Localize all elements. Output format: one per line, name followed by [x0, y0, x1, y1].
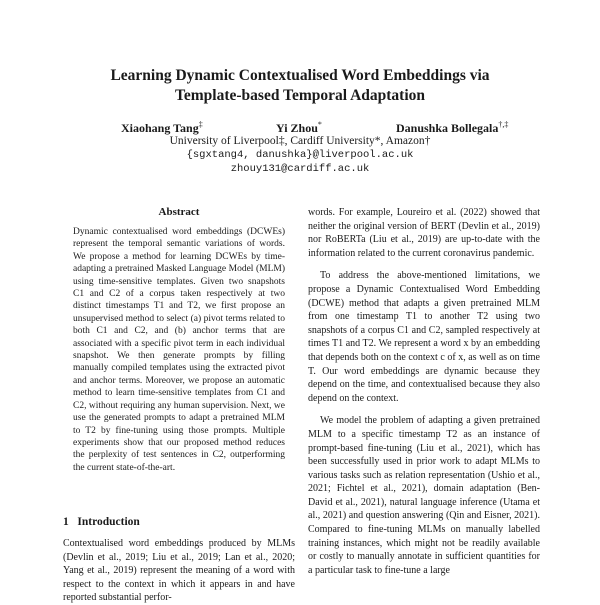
abstract-text: Dynamic contextualised word embeddings (DCWEs) represent the temporal semantic variations of words. We propose a method for learning DCWEs by time-adapting a pretrained Masked Language Model (MLM) using time-sensitive templates. Given two snapshots C1 and C2 of a corpus taken respectively at two distinct timestamps T1 and T2, we first propose an unsupervised method to select (a) pivot terms related to both C1 and C2, and (b) anchor terms that are associated with a specific pivot term in each individual snapshot. We then generate prompts by filling manually compiled templates using the extracted pivot and anchor terms. Moreover, we propose an automatic method to learn time-sensitive templates from C1 and C2, without requiring any human supervision. Next, we use the generated prompts to adapt a pretrained MLM to T2 by fine-tuning using those prompts. Multiple experiments show that our proposed method reduces the perplexity of test sentences in C2, outperforming the current state-of-the-art.: [73, 227, 285, 473]
author-name: Yi Zhou*: [276, 120, 322, 135]
section-number: 1: [63, 516, 69, 528]
abstract-heading: Abstract: [158, 206, 200, 218]
title-line-1: Learning Dynamic Contextualised Word Embeddings via: [110, 67, 490, 84]
paper-title: [0, 66, 600, 106]
affiliations: [0, 134, 600, 176]
paragraph: words. For example, Loureiro et al. (2022) showed that neither the original version of BERT (Devlin et al., 2019) nor RoBERTa (Liu et al., 2019) are up-to-date with the information related to the current coronavirus pandemic.: [308, 207, 540, 259]
author-name: Xiaohang Tang‡: [121, 120, 203, 135]
paragraph: We model the problem of adapting a given pretrained MLM to a specific timestamp T2 as an instance of prompt-based fine-tuning (Liu et al., 2021), which has been successfully used in prior work to adapt MLMs to various tasks such as relation representation (Ushio et al., 2021; Fichtel et al., 2021), domain adaptation (Ben-David et al., 2021), natural language inference (Utama et al., 2021) and question answering (Qin and Eisner, 2021). Compared to fine-tuning MLMs on manually labelled training instances, which might not be readily available or costly to manually annotate in sufficient quantities for a particular task to fine-tune a large: [308, 415, 540, 576]
section-heading: [63, 516, 140, 528]
right-column: [308, 206, 540, 577]
title-line-2: Template-based Temporal Adaptation: [174, 87, 426, 104]
email-line: zhouy131@cardiff.ac.uk: [230, 163, 370, 175]
email-line: {sgxtang4, danushka}@liverpool.ac.uk: [186, 149, 414, 161]
paragraph: To address the above-mentioned limitations, we propose a Dynamic Contextualised Word Embedding (DCWE) method that adapts a given pretrained MLM from one timestamp T1 to another T2 using two snapshots of a corpus C1 and C2, sampled respectively at times T1 and T2. We represent a word x by an embedding that depends both on the context c of x, as well as on time T. Our word embeddings are dynamic because they depend on the time, and contextualised because they also depend on the context.: [308, 270, 540, 404]
affiliation-line: University of Liverpool‡, Cardiff University*, Amazon†: [169, 135, 431, 147]
introduction-text: Contextualised word embeddings produced by MLMs (Devlin et al., 2019; Liu et al., 2019; Lan et al., 2020; Yang et al., 2019) represent the meaning of a word with respect to the context in which it appears in and have reported substantial perfor-: [63, 538, 295, 604]
author-name: Danushka Bollegala†,‡: [396, 120, 509, 135]
section-title: Introduction: [77, 516, 140, 528]
